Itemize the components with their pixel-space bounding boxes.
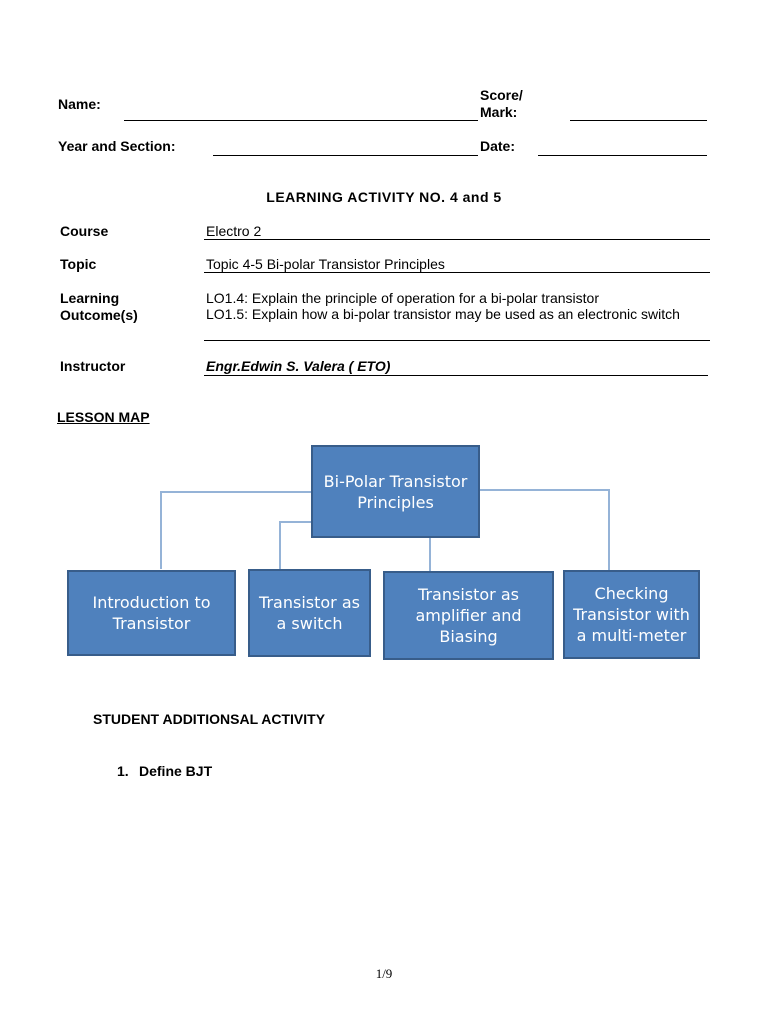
lesson-map-heading: LESSON MAP — [57, 409, 150, 425]
connector-left-vertical — [160, 491, 162, 569]
course-label: Course — [60, 223, 109, 239]
learning-outcomes-value — [206, 290, 704, 322]
lesson-map-root: Bi-Polar Transistor Principles — [311, 445, 480, 538]
name-field[interactable] — [124, 120, 478, 121]
score-label — [480, 87, 523, 121]
connector-amplifier-vertical — [429, 538, 431, 571]
lesson-map-checking: Checking Transistor with a multi-meter — [563, 570, 700, 659]
activity-heading: STUDENT ADDITIONSAL ACTIVITY — [93, 711, 326, 727]
lo-label-line2: Outcome(s) — [60, 307, 138, 323]
score-field[interactable] — [570, 120, 707, 121]
year-section-label: Year and Section: — [58, 138, 176, 154]
score-label-line2: Mark: — [480, 104, 518, 120]
lo-item-2: LO1.5: Explain how a bi-polar transistor may be used as an electronic switch — [206, 306, 680, 322]
lo-item-1: LO1.4: Explain the principle of operation for a bi-polar transistor — [206, 290, 599, 306]
score-label-line1: Score/ — [480, 87, 523, 103]
activity-title: LEARNING ACTIVITY NO. 4 and 5 — [266, 189, 502, 205]
learning-outcomes-label — [60, 290, 138, 324]
date-field[interactable] — [538, 155, 707, 156]
instructor-underline — [204, 375, 708, 376]
name-label: Name: — [58, 96, 101, 112]
course-underline — [204, 239, 710, 240]
topic-label: Topic — [60, 256, 97, 272]
activity-item-text: Define BJT — [139, 763, 213, 779]
lesson-map-switch: Transistor as a switch — [248, 569, 371, 657]
connector-left-horizontal — [160, 491, 312, 493]
date-label: Date: — [480, 138, 516, 154]
lesson-map-amplifier: Transistor as amplifier and Biasing — [383, 571, 554, 660]
lo-label-line1: Learning — [60, 290, 120, 306]
connector-switch-horizontal — [279, 521, 312, 523]
connector-switch-vertical — [279, 521, 281, 569]
instructor-value: Engr.Edwin S. Valera ( ETO) — [206, 358, 391, 374]
instructor-label: Instructor — [60, 358, 126, 374]
lo-underline — [204, 340, 710, 341]
lesson-map-introduction: Introduction to Transistor — [67, 570, 236, 656]
topic-underline — [204, 272, 710, 273]
year-section-field[interactable] — [213, 155, 478, 156]
connector-right-horizontal — [480, 489, 610, 491]
page-number: 1/9 — [375, 966, 393, 981]
course-value: Electro 2 — [206, 223, 262, 239]
topic-value: Topic 4-5 Bi-polar Transistor Principles — [206, 256, 445, 272]
connector-right-vertical — [608, 489, 610, 570]
activity-item-number: 1. — [117, 763, 129, 779]
